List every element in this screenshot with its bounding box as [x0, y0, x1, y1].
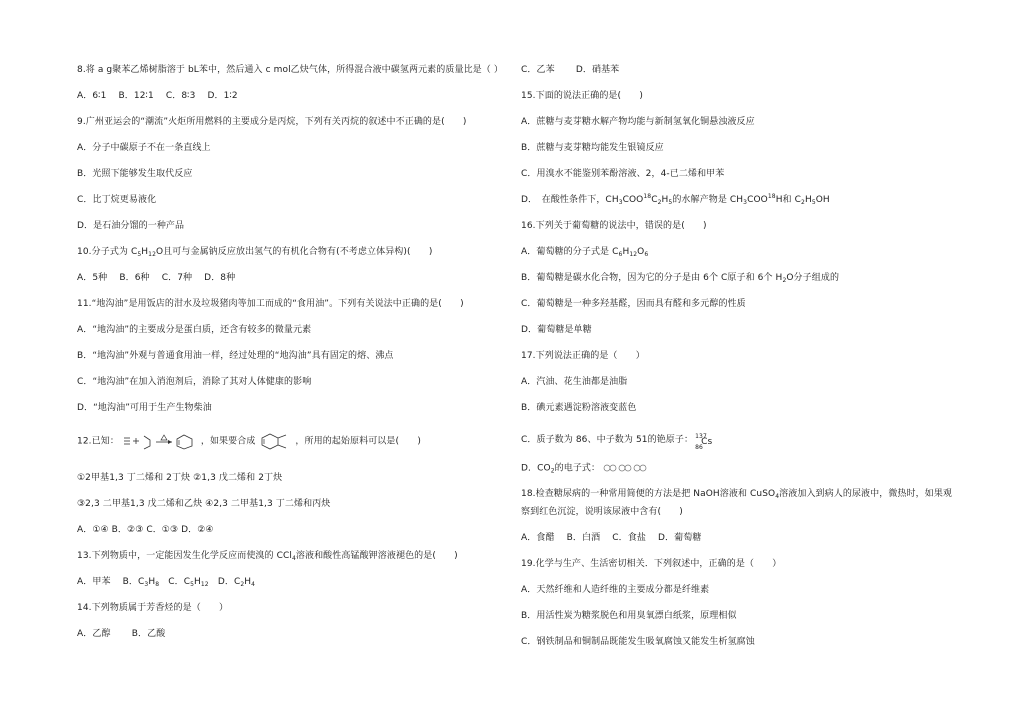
question-9-option-c: C．比丁烷更易液化: [77, 195, 157, 205]
question-12-option-line-2: ③2,3 二甲基1,3 戊二烯和乙炔 ④2,3 二甲基1,3 丁二烯和丙炔: [77, 499, 331, 509]
question-9-option-d: D．是石油分馏的一种产品: [77, 221, 185, 231]
question-8: 8.将 a g聚苯乙烯树脂溶于 bL苯中，然后通入 c mol乙炔气体，所得混合液中碳氢两元素的质量比是（ ）: [77, 65, 503, 75]
question-19-option-b: B．用活性炭为糖浆脱色和用臭氧漂白纸浆，原理相似: [521, 611, 737, 621]
question-15-option-b: B．蔗糖与麦芽糖均能发生银镜反应: [521, 143, 664, 153]
question-9-option-a: A．分子中碳原子不在一条直线上: [77, 143, 211, 153]
question-13: 13.下列物质中，一定能因发生化学反应而使溴的 CCl$_4$溶液和酸性高锰酸钾溶液褪色的是( ): [77, 551, 458, 562]
question-12-options: A．①④ B．②③ C．①③ D．②④: [77, 525, 214, 535]
question-14-options-ab: A．乙醇 B．乙酸: [77, 629, 166, 639]
question-13-options: A．甲苯 B．$C_3H_8$ C．$C_5H_{12}$ D．$C_2H_4$: [77, 577, 256, 588]
co2-electron-formula-diagram: [603, 462, 647, 474]
question-17-option-c: C．质子数为 86、中子数为 51的铯原子： 137 86 Cs: [521, 432, 715, 448]
question-17-option-a: A．汽油、花生油都是油脂: [521, 377, 628, 387]
question-16-option-a: A．葡萄糖的分子式是 $C_6H_{12}O_6$: [521, 247, 649, 258]
question-12: 12.已知： ，如果要合成 ，所用的起始原料可以是( ): [77, 432, 421, 451]
question-9: 9.广州亚运会的“潮流”火炬所用燃料的主要成分是丙烷，下列有关丙烷的叙述中不正确的是( ): [77, 117, 467, 127]
question-10: 10.分子式为 $C_5H_{12}O$且可与金属钠反应放出氢气的有机化合物有(不考虑立体异构)( ): [77, 247, 433, 258]
question-9-option-b: B．光照下能够发生取代反应: [77, 169, 193, 179]
question-16-option-b: B．葡萄糖是碳水化合物，因为它的分子是由 6个 C原子和 6个 $H_2O$分子组成的: [521, 273, 840, 284]
question-11: 11.“地沟油”是用饭店的泔水及垃圾猪肉等加工而成的“食用油”。下列有关说法中正确的是( ): [77, 299, 464, 309]
question-10-options: A．5种 B．6种 C．7种 D．8种: [77, 273, 236, 283]
question-12-option-line-1: ①2甲基1,3 丁二烯和 2丁炔 ②1,3 戊二烯和 2丁炔: [77, 473, 283, 483]
question-11-option-a: A．“地沟油”的主要成分是蛋白质，还含有较多的微量元素: [77, 325, 312, 335]
question-15-option-c: C．用溴水不能鉴别苯酚溶液、2，4-已二烯和甲苯: [521, 169, 725, 179]
question-16-option-d: D．葡萄糖是单糖: [521, 325, 592, 335]
question-14: 14.下列物质属于芳香烃的是（ ）: [77, 603, 229, 613]
question-18-options: A．食醋 B．白酒 C．食盐 D．葡萄糖: [521, 533, 702, 543]
question-18-line-2: 察到红色沉淀，说明该尿液中含有( ): [521, 507, 683, 517]
question-11-option-c: C．“地沟油”在加入消泡剂后，消除了其对人体健康的影响: [77, 377, 312, 387]
question-18-line-1: 18.检查糖尿病的一种常用简便的方法是把 NaOH溶液和 CuSO$_4$溶液加入到病人的尿液中，微热时，如果观: [521, 489, 953, 500]
question-8-options: A．6∶1 B．12∶1 C．8∶3 D．1∶2: [77, 91, 238, 101]
question-15: 15.下面的说法正确的是( ): [521, 91, 643, 101]
question-11-option-d: D．“地沟油”可用于生产生物柴油: [77, 403, 212, 413]
cesium-nuclide-notation: 137 86 Cs: [695, 432, 713, 451]
question-19: 19.化学与生产、生活密切相关．下列叙述中，正确的是（ ）: [521, 559, 782, 569]
question-19-option-c: C．钢铁制品和铜制品既能发生吸氧腐蚀又能发生析氢腐蚀: [521, 637, 755, 647]
question-17-option-b: B．碘元素遇淀粉溶液变蓝色: [521, 403, 637, 413]
question-16: 16.下列关于葡萄糖的说法中，错误的是( ): [521, 221, 707, 231]
question-11-option-b: B．“地沟油”外观与普通食用油一样，经过处理的“地沟油”具有固定的熔、沸点: [77, 351, 394, 361]
target-molecule-diagram: [258, 432, 292, 450]
question-17: 17.下列说法正确的是（ ）: [521, 351, 645, 361]
question-19-option-a: A．天然纤维和人造纤维的主要成分都是纤维素: [521, 585, 710, 595]
question-15-option-d: D． 在酸性条件下，$CH_3COO^{18}C_2H_5$的水解产物是 $CH_3COO^{18}H$和 $C_2H_5OH$: [521, 193, 830, 206]
question-17-option-d: D．$CO_2$的电子式：: [521, 462, 647, 475]
question-15-option-a: A．蔗糖与麦芽糖水解产物均能与新制氢氧化铜悬浊液反应: [521, 117, 755, 127]
question-14-options-cd: C．乙苯 D．硝基苯: [521, 65, 620, 75]
diene-dienophile-reaction-diagram: [122, 432, 198, 450]
question-16-option-c: C．葡萄糖是一种多羟基醛，因而具有醛和多元醇的性质: [521, 299, 746, 309]
